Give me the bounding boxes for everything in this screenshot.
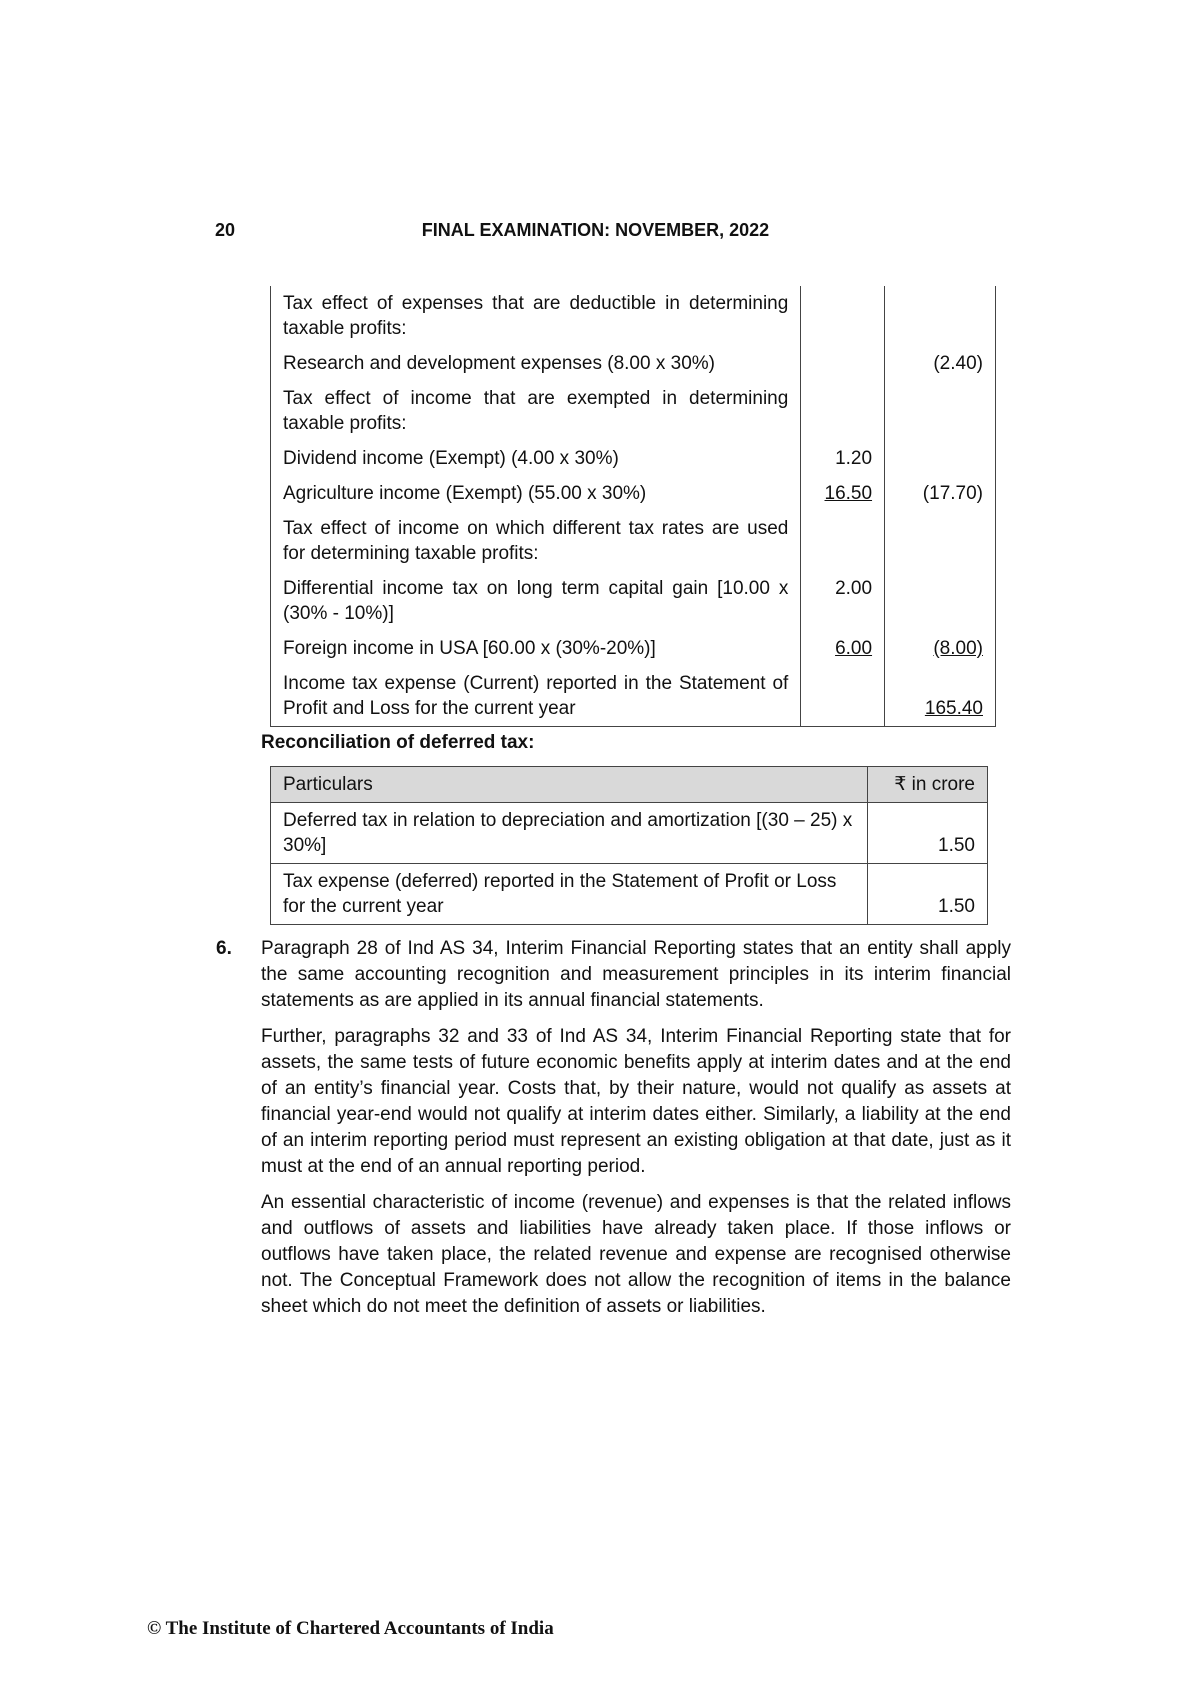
row-col2: 1.20: [801, 441, 885, 476]
answer-body: [261, 936, 1011, 1330]
row-col2: [801, 511, 885, 571]
row-text: Tax effect of income that are exempted in determining taxable profits:: [271, 381, 801, 441]
row-col3: [885, 381, 996, 441]
row-amount: 1.50: [868, 864, 988, 925]
section-heading: Reconciliation of deferred tax:: [261, 732, 535, 753]
row-col3: [885, 286, 996, 346]
table-row: [271, 286, 996, 346]
row-col3: [885, 571, 996, 631]
answer-paragraph: Further, paragraphs 32 and 33 of Ind AS 34, Interim Financial Reporting state that for assets, the same tests of future economic benefits apply at interim dates and at the end of an entity’s financial year. Costs that, by their nature, would not qualify as assets at financial year-end would not qualify at interim dates either. Similarly, a liability at the end of an interim reporting period must represent an existing obligation at that date, just as it must at the end of an annual reporting period.: [261, 1026, 1011, 1177]
row-text: Agriculture income (Exempt) (55.00 x 30%): [271, 476, 801, 511]
row-text: Tax effect of expenses that are deductible in determining taxable profits:: [271, 286, 801, 346]
row-col2: [801, 666, 885, 727]
row-col2: 2.00: [801, 571, 885, 631]
row-text: Income tax expense (Current) reported in the Statement of Profit and Loss for the current year: [271, 666, 801, 727]
row-text: Deferred tax in relation to depreciation and amortization [(30 – 25) x 30%]: [271, 803, 868, 864]
tax-reconciliation-table: [270, 286, 996, 727]
row-col3: (8.00): [933, 638, 983, 659]
table-row: [271, 511, 996, 571]
row-text: Tax effect of income on which different tax rates are used for determining taxable profits:: [271, 511, 801, 571]
row-text: Dividend income (Exempt) (4.00 x 30%): [271, 441, 801, 476]
footer-copyright: © The Institute of Chartered Accountants of India: [147, 1618, 554, 1639]
page-title: FINAL EXAMINATION: NOVEMBER, 2022: [421, 220, 770, 240]
header-particulars: Particulars: [271, 767, 868, 803]
row-col3: [885, 511, 996, 571]
row-text: Differential income tax on long term capital gain [10.00 x (30% - 10%)]: [271, 571, 801, 631]
answer-paragraph: An essential characteristic of income (revenue) and expenses is that the related inflows and outflows of assets and liabilities have already taken place. If those inflows or outflows have taken place, the related revenue and expense are recognised otherwise not. The Conceptual Framework does not allow the recognition of items in the balance sheet which do not meet the definition of assets or liabilities.: [261, 1192, 1011, 1317]
row-col2: [801, 346, 885, 381]
row-col3: (2.40): [885, 346, 996, 381]
row-col2: 6.00: [835, 638, 873, 659]
row-col3: 165.40: [924, 698, 983, 719]
row-col3: (17.70): [885, 476, 996, 511]
row-text: Foreign income in USA [60.00 x (30%-20%)]: [271, 631, 801, 666]
row-col2: [801, 286, 885, 346]
answer-paragraph: Paragraph 28 of Ind AS 34, Interim Financial Reporting states that an entity shall apply the same accounting recognition and measurement principles in its interim financial statements as are applied in its annual financial statements.: [261, 938, 1011, 1011]
row-text: Research and development expenses (8.00 x 30%): [271, 346, 801, 381]
table-row: [271, 631, 996, 666]
table-row: [271, 441, 996, 476]
row-col2: 16.50: [824, 483, 873, 504]
table-row: [271, 803, 988, 864]
table-row: [271, 381, 996, 441]
table-row: [271, 476, 996, 511]
table-row: [271, 864, 988, 925]
page-number: 20: [215, 220, 236, 240]
table-row: [271, 346, 996, 381]
table-row: [271, 571, 996, 631]
row-amount: 1.50: [868, 803, 988, 864]
header-amount: ₹ in crore: [868, 767, 988, 803]
deferred-tax-table: [270, 766, 988, 925]
table-header-row: [271, 767, 988, 803]
table-row: [271, 666, 996, 727]
row-col2: [801, 381, 885, 441]
row-text: Tax expense (deferred) reported in the Statement of Profit or Loss for the current year: [271, 864, 868, 925]
row-col3: [885, 441, 996, 476]
question-number: 6.: [216, 938, 232, 959]
